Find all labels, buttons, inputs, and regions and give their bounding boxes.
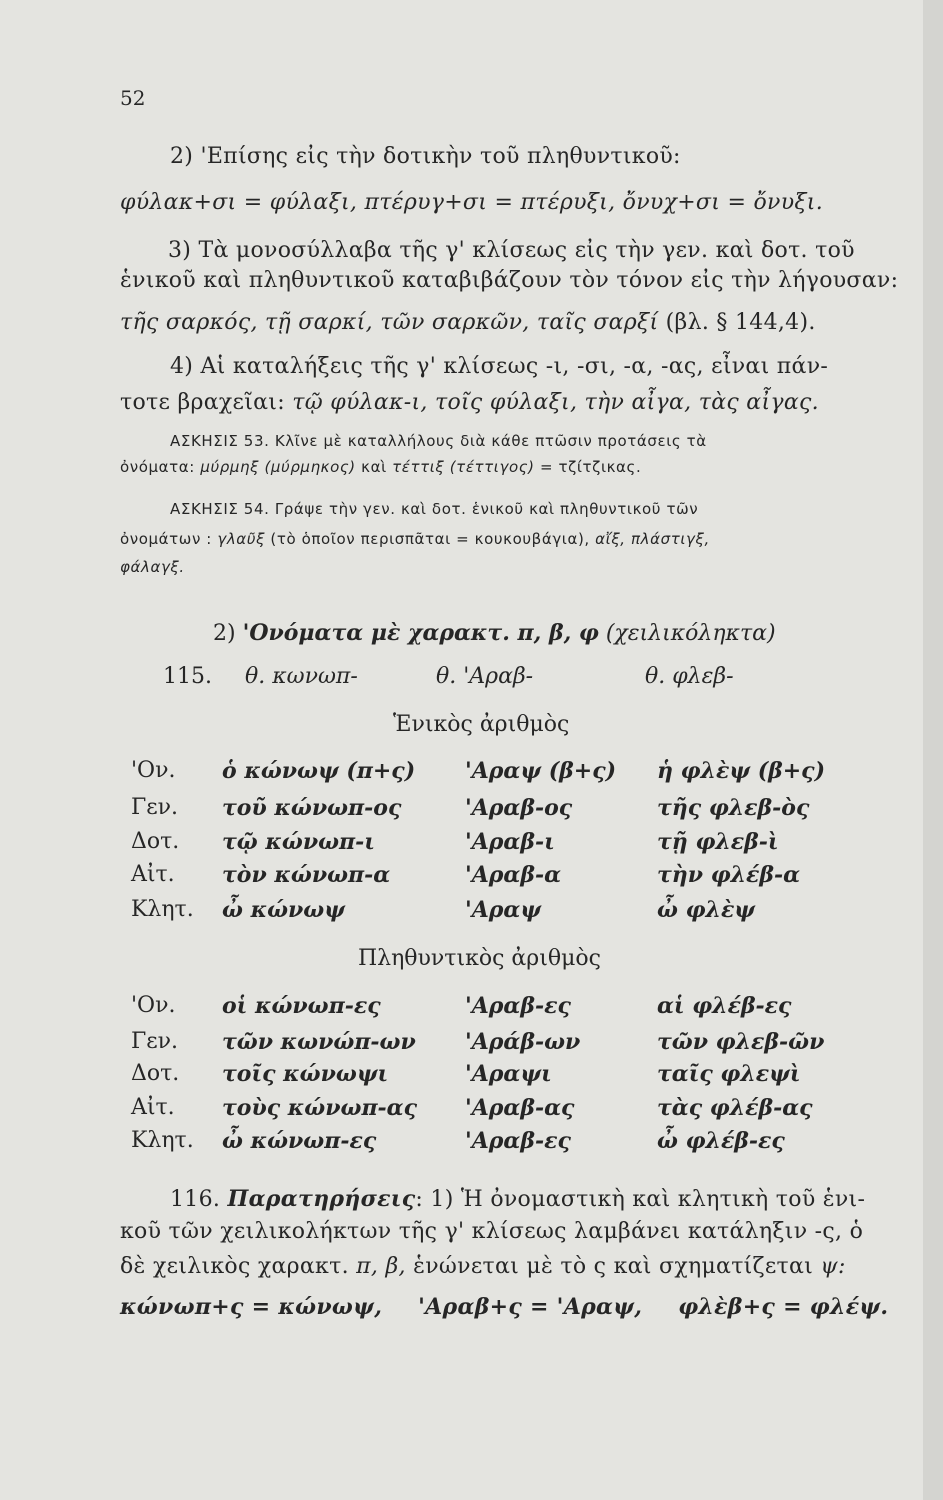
ex53-word-b: τέττιξ (τέττιγος) (392, 458, 535, 476)
ex53-text-a: ὀνόματα: (120, 458, 195, 476)
form-phleps: αἱ φλέβ-ες (657, 993, 792, 1019)
form-kenops: τῶν κωνώπ-ων (222, 1029, 416, 1055)
case-label: Αἰτ. (131, 862, 175, 887)
singular-row-4 (0, 897, 943, 927)
para-number-116: 116. (170, 1187, 221, 1212)
example-arabs: 'Αραβ+ς = 'Αραψ, (418, 1294, 643, 1320)
page-number: 52 (120, 86, 146, 110)
form-kenops: ὦ κώνωπ-ες (222, 1128, 377, 1154)
para4-line1: 4) Αἱ καταλήξεις τῆς γ' κλίσεως -ι, -σι, -α, -ας, εἶναι πάν- (170, 354, 829, 379)
ex53-text-c: καὶ (361, 458, 387, 476)
para4-line2 (120, 390, 819, 415)
case-label: Δοτ. (131, 1061, 180, 1086)
para116-line2: κοῦ τῶν χειλικολήκτων τῆς γ' κλίσεως λαμβάνει κατάληξιν -ς, ὁ (120, 1219, 864, 1244)
ex54-text-a: ὀνομάτων : (120, 530, 212, 548)
para116-line3-c: ἑνώνεται μὲ τὸ ς καὶ σχηματίζεται (413, 1254, 814, 1279)
para116-line1-rest: : 1) Ἡ ὀνομαστικὴ καὶ κλητικὴ τοῦ ἑνι- (415, 1187, 866, 1212)
para116-line3-b: π, β, (356, 1254, 406, 1279)
form-phleps: τῶν φλεβ-ῶν (657, 1029, 825, 1055)
form-arabs: 'Αραψ (β+ς) (465, 758, 616, 784)
exercise53-line1: ΑΣΚΗΣΙΣ 53. Κλῖνε μὲ καταλλήλους διὰ κάθε πτῶσιν προτάσεις τὰ (170, 432, 707, 450)
form-arabs: 'Αραβ-ες (465, 1128, 571, 1154)
ex54-text-c: (τὸ ὁποῖον περισπᾶται = κουκουβάγια), (270, 530, 590, 548)
para3-line3-ref: (βλ. § 144,4). (665, 310, 816, 335)
plural-heading: Πληθυντικὸς ἀριθμὸς (358, 946, 601, 971)
para4-line2-text: τοτε βραχεῖαι: (120, 390, 285, 415)
para3-line1: 3) Τὰ μονοσύλλαβα τῆς γ' κλίσεως εἰς τὴν γεν. καὶ δοτ. τοῦ (168, 238, 855, 263)
form-kenops: τὸν κώνωπ-α (222, 862, 391, 888)
form-kenops: τοῖς κώνωψι (222, 1061, 389, 1087)
form-phleps: τὴν φλέβ-α (657, 862, 801, 888)
para116-line1 (170, 1186, 865, 1212)
para116-line3 (120, 1254, 846, 1279)
exercise54-line3: φάλαγξ. (120, 558, 185, 576)
plural-row-1 (0, 1029, 943, 1059)
ex54-word-a: γλαῦξ (217, 530, 266, 548)
singular-row-3 (0, 862, 943, 892)
form-phleps: ὦ φλὲψ (657, 897, 756, 923)
case-label: Γεν. (131, 1029, 179, 1054)
stem-header-2: θ. 'Αραβ- (436, 664, 534, 689)
case-label: Κλητ. (131, 897, 194, 922)
page-edge-shadow (923, 0, 943, 1500)
form-kenops: ὁ κώνωψ (π+ς) (222, 758, 416, 784)
example-kenops: κώνωπ+ς = κώνωψ, (120, 1294, 383, 1320)
form-arabs: 'Αραψι (465, 1061, 552, 1087)
form-kenops: ὦ κώνωψ (222, 897, 345, 923)
singular-row-0 (0, 758, 943, 788)
case-label: 'Ον. (131, 758, 176, 783)
para2-line1: 2) 'Επίσης εἰς τὴν δοτικὴν τοῦ πληθυντικοῦ: (170, 144, 681, 169)
section-subtitle: (χειλικόληκτα) (605, 621, 776, 646)
form-arabs: 'Αραβ-α (465, 862, 562, 888)
ex53-word-a: μύρμηξ (μύρμηκος) (200, 458, 356, 476)
para116-line3-d: ψ: (820, 1254, 846, 1279)
form-phleps: ταῖς φλεψὶ (657, 1061, 801, 1087)
exercise54-line1: ΑΣΚΗΣΙΣ 54. Γράψε τὴν γεν. καὶ δοτ. ἑνικοῦ καὶ πληθυντικοῦ τῶν (170, 500, 699, 518)
form-phleps: τὰς φλέβ-ας (657, 1095, 813, 1121)
case-label: Γεν. (131, 795, 179, 820)
form-arabs: 'Αράβ-ων (465, 1029, 581, 1055)
singular-row-1 (0, 795, 943, 825)
form-arabs: 'Αραψ (465, 897, 542, 923)
plural-row-2 (0, 1061, 943, 1091)
form-phleps: τῆς φλεβ-ὸς (657, 795, 810, 821)
case-label: Δοτ. (131, 829, 180, 854)
case-label: Κλητ. (131, 1128, 194, 1153)
form-phleps: τῇ φλεβ-ὶ (657, 829, 779, 855)
exercise53-line2 (120, 458, 641, 476)
form-phleps: ἡ φλὲψ (β+ς) (657, 758, 825, 784)
singular-row-2 (0, 829, 943, 859)
para116-line3-a: δὲ χειλικὸς χαρακτ. (120, 1254, 349, 1279)
para-number-115: 115. (163, 664, 212, 689)
example-phleps: φλὲβ+ς = φλέψ. (678, 1294, 889, 1320)
form-arabs: 'Αραβ-ος (465, 795, 573, 821)
para4-line2-examples: τῷ φύλακ-ι, τοῖς φύλαξι, τὴν αἶγα, τὰς αἶγας. (292, 390, 819, 415)
stem-header-1: θ. κωνωπ- (245, 664, 358, 689)
para116-title: Παρατηρήσεις (227, 1186, 416, 1212)
plural-row-4 (0, 1128, 943, 1158)
form-phleps: ὦ φλέβ-ες (657, 1128, 785, 1154)
form-arabs: 'Αραβ-ι (465, 829, 555, 855)
ex53-text-e: = τζίτζικας. (539, 458, 642, 476)
section-title (213, 620, 776, 646)
stem-header-3: θ. φλεβ- (645, 664, 734, 689)
plural-row-0 (0, 993, 943, 1023)
case-label: 'Ον. (131, 993, 176, 1018)
section-number: 2) (213, 621, 243, 646)
form-kenops: οἱ κώνωπ-ες (222, 993, 381, 1019)
form-kenops: τοὺς κώνωπ-ας (222, 1095, 418, 1121)
plural-row-3 (0, 1095, 943, 1125)
form-kenops: τοῦ κώνωπ-ος (222, 795, 402, 821)
ex54-words-d: αἴξ, πλάστιγξ, (595, 530, 710, 548)
form-arabs: 'Αραβ-ας (465, 1095, 575, 1121)
form-arabs: 'Αραβ-ες (465, 993, 571, 1019)
exercise54-line2 (120, 530, 710, 548)
section-heading: 'Ονόματα μὲ χαρακτ. π, β, φ (242, 620, 599, 646)
para3-line3 (120, 310, 816, 335)
para3-line2: ἑνικοῦ καὶ πληθυντικοῦ καταβιβάζουν τὸν τόνον εἰς τὴν λήγουσαν: (120, 268, 899, 293)
form-kenops: τῷ κώνωπ-ι (222, 829, 375, 855)
para116-examples (120, 1294, 888, 1320)
singular-heading: Ἑνικὸς ἀριθμὸς (393, 712, 570, 737)
para3-line3-examples: τῆς σαρκός, τῇ σαρκί, τῶν σαρκῶν, ταῖς σαρξί (120, 310, 659, 335)
case-label: Αἰτ. (131, 1095, 175, 1120)
para2-line2: φύλακ+σι = φύλαξι, πτέρυγ+σι = πτέρυξι, ὄνυχ+σι = ὄνυξι. (120, 190, 824, 215)
